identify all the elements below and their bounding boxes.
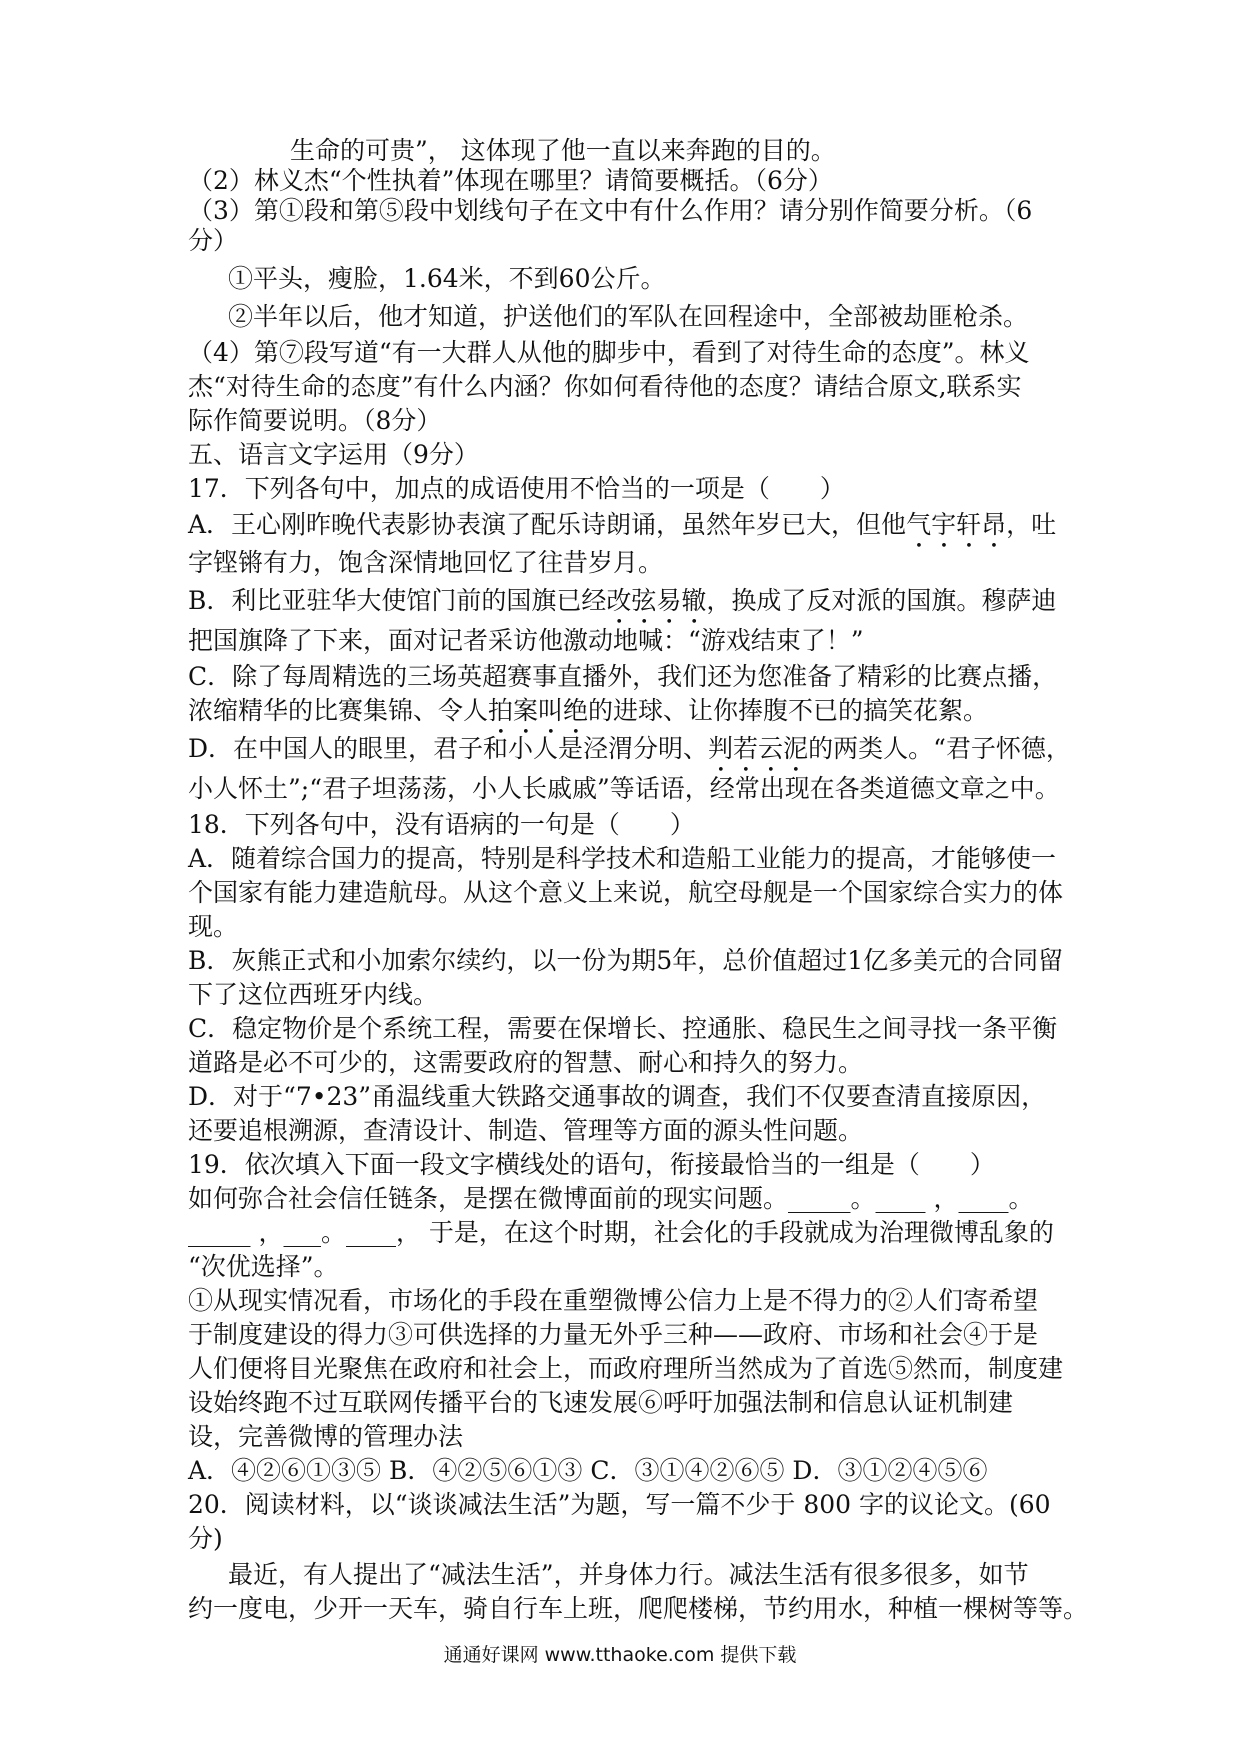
text-run: ，吐 xyxy=(1006,510,1057,539)
text-run: D．在中国人的眼里，君子和小人是泾渭分明、 xyxy=(188,734,709,763)
question-3: （3）第①段和第⑤段中划线句子在文中有什么作用？请分别作简要分析。（6 xyxy=(188,196,1033,225)
question-18: 18．下列各句中，没有语病的一句是（ ） xyxy=(188,810,695,839)
option-18-d-line-1: D．对于“7•23”甬温线重大铁路交通事故的调查，我们不仅要查清直接原因， xyxy=(188,1082,1047,1111)
choices-line-4: 设始终跑不过互联网传播平台的飞速发展⑥呼吁加强法制和信息认证机制建 xyxy=(188,1388,1014,1417)
question-3-continued: 分） xyxy=(188,226,239,255)
question-4-line-3: 际作简要说明。（8分） xyxy=(188,406,442,435)
text-run: ，换成了反对派的国旗。穆萨迪 xyxy=(706,586,1057,615)
option-17-b-line-2: 把国旗降了下来，面对记者采访他激动地喊：“游戏结束了！” xyxy=(188,626,864,655)
question-20-line-1: 20．阅读材料，以“谈谈减法生活”为题，写一篇不少于 800 字的议论文。(60 xyxy=(188,1490,1051,1519)
question-19: 19．依次填入下面一段文字横线处的语句，衔接最恰当的一组是（ ） xyxy=(188,1150,995,1179)
option-18-c-line-1: C．稳定物价是个系统工程，需要在保增长、控通胀、稳民生之间寻找一条平衡 xyxy=(188,1014,1058,1043)
question-4-line-1: （4）第⑦段写道“有一大群人从他的脚步中，看到了对待生命的态度”。林义 xyxy=(188,338,1030,367)
option-17-a-line-2: 字铿锵有力，饱含深情地回忆了往昔岁月。 xyxy=(188,548,664,577)
choices-line-5: 设，完善微博的管理办法 xyxy=(188,1422,464,1451)
choices-line-2: 于制度建设的得力③可供选择的力量无外乎三种——政府、市场和社会④于是 xyxy=(188,1320,1039,1349)
option-18-b-line-1: B．灰熊正式和小加索尔续约，以一份为期5年，总价值超过1亿多美元的合同留 xyxy=(188,946,1064,975)
option-18-a-line-1: A．随着综合国力的提高，特别是科学技术和造船工业能力的提高，才能够使一 xyxy=(188,844,1057,873)
option-18-b-line-2: 下了这位西班牙内线。 xyxy=(188,980,439,1009)
text-run: 的进球、让你捧腹不已的搞笑花絮。 xyxy=(588,696,989,725)
dotted-idiom: 改弦易辙 xyxy=(606,586,707,615)
text-run: 的两类人。“君子怀德， xyxy=(808,734,1071,763)
section-heading: 五、语言文字运用（9分） xyxy=(188,440,479,469)
material-paragraph-line-2: 约一度电，少开一天车，骑自行车上班，爬爬楼梯，节约用水，种植一棵树等等。 xyxy=(188,1594,1089,1623)
dotted-idiom: 气宇轩昂 xyxy=(906,510,1007,539)
text-run: 浓缩精华的比赛集锦、令人 xyxy=(188,696,489,725)
option-18-c-line-2: 道路是必不可少的，这需要政府的智慧、耐心和持久的努力。 xyxy=(188,1048,864,1077)
option-17-c-line-1: C．除了每周精选的三场英超赛事直播外，我们还为您准备了精彩的比赛点播， xyxy=(188,662,1058,691)
dotted-idiom: 拍案叫绝 xyxy=(488,696,589,725)
passage-line-3: “次优选择”。 xyxy=(188,1252,339,1281)
dotted-idiom: 判若云泥 xyxy=(708,734,809,763)
question-20-line-2: 分) xyxy=(188,1524,223,1553)
quoted-sentence-2: ②半年以后，他才知道，护送他们的军队在回程途中，全部被劫匪枪杀。 xyxy=(228,302,1029,331)
passage-line-2: _____ ，___。____， 于是，在这个时期，社会化的手段就成为治理微博乱象的 xyxy=(188,1218,1054,1247)
answer-options: A．④②⑥①③⑤ B．④②⑤⑥①③ C．③①④②⑥⑤ D．③①②④⑤⑥ xyxy=(188,1456,988,1485)
material-paragraph-line-1: 最近，有人提出了“减法生活”，并身体力行。减法生活有很多很多，如节 xyxy=(228,1560,1029,1589)
footer-download-note: 通通好课网 www.tthaoke.com 提供下载 xyxy=(443,1644,797,1666)
option-17-d-line-2: 小人怀土”;“君子坦荡荡，小人长戚戚”等话语，经常出现在各类道德文章之中。 xyxy=(188,774,1060,803)
choices-line-1: ①从现实情况看，市场化的手段在重塑微博公信力上是不得力的②人们寄希望 xyxy=(188,1286,1039,1315)
option-18-d-line-2: 还要追根溯源，查清设计、制造、管理等方面的源头性问题。 xyxy=(188,1116,864,1145)
question-17: 17．下列各句中，加点的成语使用不恰当的一项是（ ） xyxy=(188,474,845,503)
text-run: A．王心刚昨晚代表影协表演了配乐诗朗诵，虽然年岁已大，但他 xyxy=(188,510,907,539)
quoted-sentence-1: ①平头，瘦脸，1.64米，不到60公斤。 xyxy=(228,264,666,293)
question-2: （2）林义杰“个性执着”体现在哪里？请简要概括。（6分） xyxy=(188,166,833,195)
choices-line-3: 人们便将目光聚焦在政府和社会上，而政府理所当然成为了首选⑤然而，制度建 xyxy=(188,1354,1064,1383)
passage-line-1: 如何弥合社会信任链条，是摆在微博面前的现实问题。_____。____ ，____。 xyxy=(188,1184,1034,1213)
text-line: 生命的可贵”， 这体现了他一直以来奔跑的目的。 xyxy=(290,136,836,165)
option-18-a-line-3: 现。 xyxy=(188,912,239,941)
option-18-a-line-2: 个国家有能力建造航母。从这个意义上来说，航空母舰是一个国家综合实力的体 xyxy=(188,878,1064,907)
question-4-line-2: 杰“对待生命的态度”有什么内涵？你如何看待他的态度？请结合原文,联系实 xyxy=(188,372,1022,401)
text-run: B．利比亚驻华大使馆门前的国旗已经 xyxy=(188,586,607,615)
